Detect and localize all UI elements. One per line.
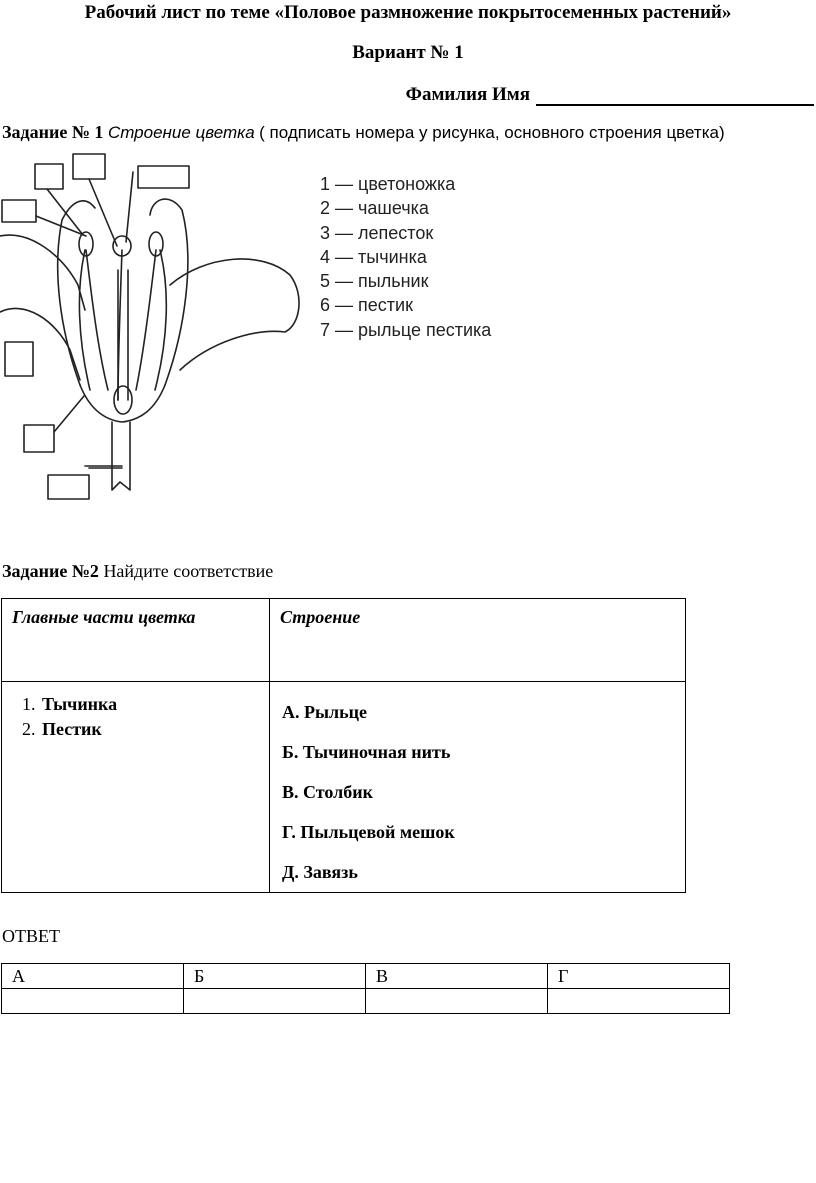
label-box[interactable] xyxy=(2,200,36,222)
legend-item: 5 — пыльник xyxy=(320,271,429,292)
label-box[interactable] xyxy=(5,342,33,376)
label-box[interactable] xyxy=(73,154,105,179)
table-header-row xyxy=(2,599,686,682)
answer-label: ОТВЕТ xyxy=(2,926,60,946)
label-box[interactable] xyxy=(138,166,189,188)
name-field xyxy=(406,84,814,106)
flower-diagram xyxy=(0,150,310,502)
table-row xyxy=(2,682,686,893)
label-box[interactable] xyxy=(35,164,63,189)
page-title: Рабочий лист по теме «Половое размножение покрытосеменных растений» xyxy=(84,2,732,23)
list-item: А. Рыльце xyxy=(282,702,368,722)
task1-instruction: ( подписать номера у рисунка, основного строения цветка) xyxy=(259,123,725,142)
list-item: Д. Завязь xyxy=(282,862,358,882)
answer-table xyxy=(1,963,730,1014)
answer-cell[interactable] xyxy=(184,989,366,1014)
answer-header-row xyxy=(2,964,730,989)
matching-table xyxy=(1,598,686,893)
answer-col-header: В xyxy=(366,964,548,989)
legend-item: 3 — лепесток xyxy=(320,222,434,243)
label-box[interactable] xyxy=(48,475,89,499)
list-item: 1. Тычинка xyxy=(22,694,118,714)
task1-label: Задание № 1 xyxy=(2,122,104,142)
variant-label: Вариант № 1 xyxy=(352,42,464,63)
list-item: Б. Тычиночная нить xyxy=(282,742,451,762)
label-box[interactable] xyxy=(24,425,54,452)
answer-col-header: А xyxy=(2,964,184,989)
task2-heading xyxy=(2,561,273,582)
legend-item: 2 — чашечка xyxy=(320,198,429,219)
task1-heading xyxy=(2,122,725,143)
parts-cell xyxy=(2,682,270,893)
legend-item: 6 — пестик xyxy=(320,295,413,316)
list-item: 2. Пестик xyxy=(22,719,102,739)
answer-col-header: Г xyxy=(548,964,730,989)
name-blank-line[interactable] xyxy=(536,86,814,106)
legend-item: 7 — рыльце пестика xyxy=(320,319,492,340)
legend-item: 4 — тычинка xyxy=(320,246,427,267)
answer-cell[interactable] xyxy=(366,989,548,1014)
task1-topic: Строение цветка xyxy=(107,123,255,142)
task2-label: Задание №2 xyxy=(2,561,99,581)
answer-col-header: Б xyxy=(184,964,366,989)
diagram-legend xyxy=(320,172,491,342)
col-header-parts: Главные части цветка xyxy=(2,599,270,682)
col-header-structure: Строение xyxy=(270,599,686,682)
answer-input-row xyxy=(2,989,730,1014)
answer-cell[interactable] xyxy=(548,989,730,1014)
list-item: Г. Пыльцевой мешок xyxy=(282,822,455,842)
legend-item: 1 — цветоножка xyxy=(320,174,456,194)
name-label: Фамилия Имя xyxy=(405,84,530,105)
structure-cell xyxy=(270,682,686,893)
task2-instruction: Найдите соответствие xyxy=(103,561,274,581)
list-item: В. Столбик xyxy=(282,782,373,802)
answer-cell[interactable] xyxy=(2,989,184,1014)
